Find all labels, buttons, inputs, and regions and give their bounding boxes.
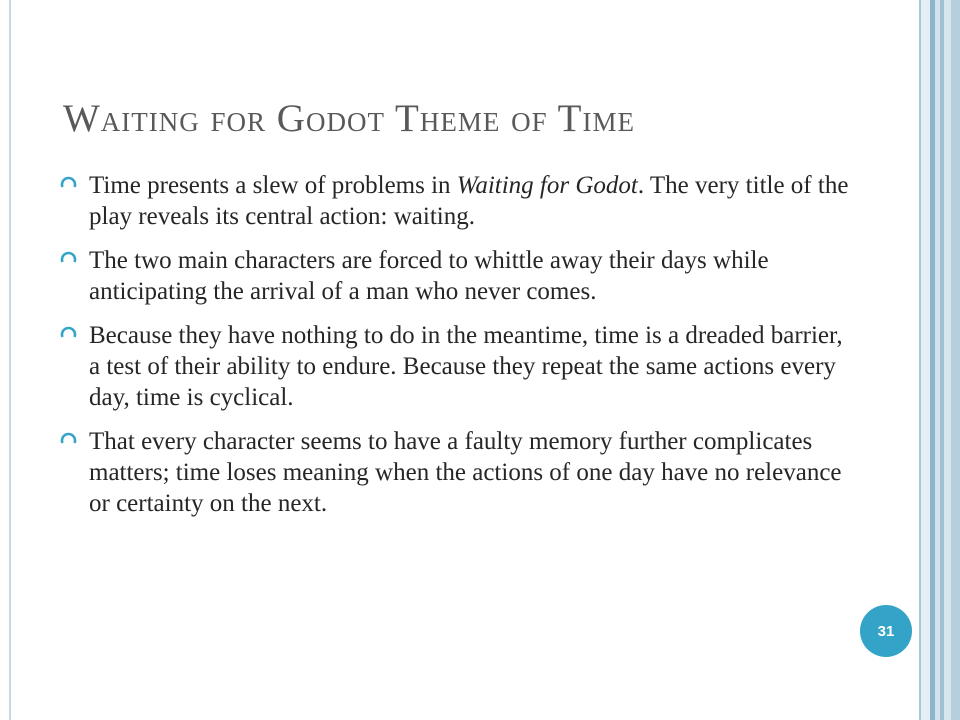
page-number-badge: 31: [860, 605, 912, 657]
bullet-item: [60, 320, 850, 413]
bullet-arc-icon: [60, 172, 77, 189]
bullet-item: [60, 245, 850, 307]
bullet-arc-icon: [60, 247, 77, 264]
stripe: [944, 0, 951, 720]
stripe: [951, 0, 960, 720]
bullet-text-part: . The very title of the play reveals its central action: waiting.: [89, 172, 849, 230]
play-title-emphasis: Waiting for Godot: [456, 172, 638, 199]
bullet-text-part: Time presents a slew of problems in: [89, 172, 457, 199]
bullet-text: That every character seems to have a faulty memory further complicates matters; time loses meaning when the actions of one day have no relevance or certainty on the next.: [89, 428, 842, 517]
slide-title: Waiting for Godot Theme of Time: [63, 97, 635, 140]
bullet-text: Because they have nothing to do in the meantime, time is a dreaded barrier, a test of their ability to endure. Because they repeat the same actions every day, time is cyclical.: [89, 322, 843, 411]
bullet-item: [60, 426, 850, 519]
left-border-line: [9, 0, 11, 720]
bullet-text: The two main characters are forced to whittle away their days while anticipating the arrival of a man who never comes.: [89, 247, 769, 305]
bullet-text: [89, 170, 850, 232]
stripe: [921, 0, 930, 720]
bullet-arc-icon: [60, 322, 77, 339]
bullet-list: [60, 170, 850, 532]
bullet-item: [60, 170, 850, 232]
bullet-arc-icon: [60, 428, 77, 445]
